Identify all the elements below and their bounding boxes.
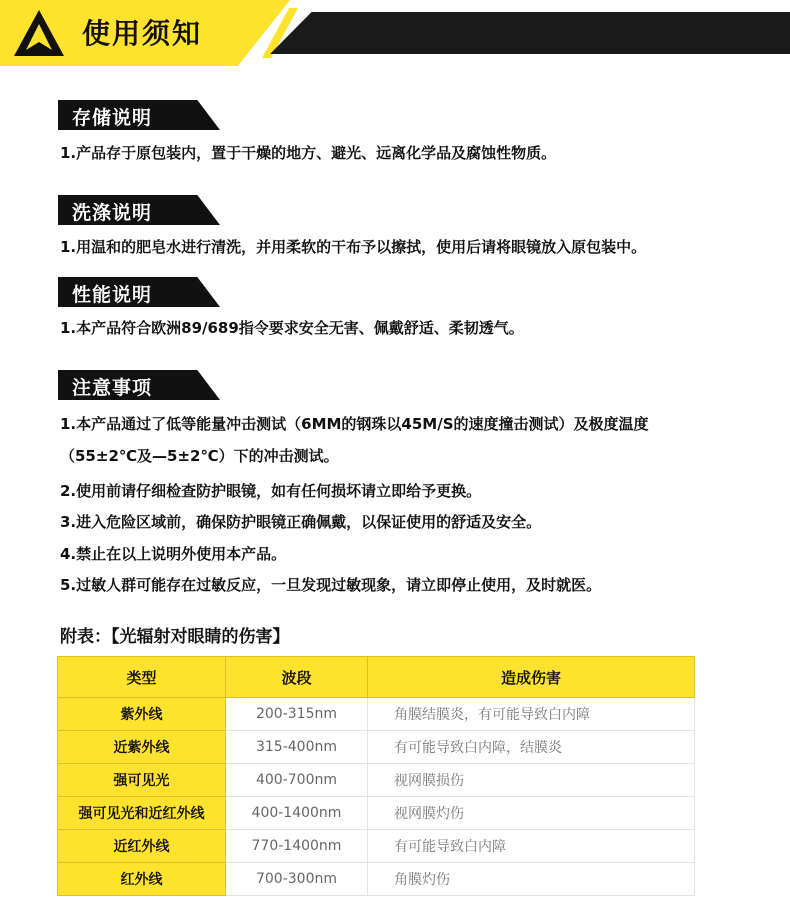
- header-band: 波段: [226, 657, 368, 698]
- cell-damage: 视网膜损伤: [368, 764, 695, 797]
- precautions-line-6: 5.过敏人群可能存在过敏反应，一旦发现过敏现象，请立即停止使用，及时就医。: [60, 576, 602, 594]
- table-row: [58, 731, 695, 764]
- cell-band: 315-400nm: [226, 731, 368, 764]
- cell-type: 近紫外线: [58, 731, 226, 764]
- section-tag-precautions: [58, 370, 220, 400]
- washing-line-1: 1.用温和的肥皂水进行清洗，并用柔软的干布予以擦拭，使用后请将眼镜放入原包装中。: [60, 238, 647, 256]
- storage-line-1: 1.产品存于原包装内，置于干燥的地方、避光、远离化学品及腐蚀性物质。: [60, 144, 557, 162]
- header-banner: [0, 0, 790, 66]
- section-tag-label: 注意事项: [72, 377, 153, 399]
- cell-band: 200-315nm: [226, 698, 368, 731]
- cell-type: 近红外线: [58, 830, 226, 863]
- table-row: [58, 797, 695, 830]
- cell-band: 770-1400nm: [226, 830, 368, 863]
- precautions-line-1: 1.本产品通过了低等能量冲击测试（6MM的钢珠以45M/S的速度撞击测试）及极度温度: [60, 415, 649, 433]
- precautions-line-3: 2.使用前请仔细检查防护眼镜，如有任何损坏请立即给予更换。: [60, 482, 482, 500]
- cell-type: 强可见光: [58, 764, 226, 797]
- section-tag-washing: [58, 195, 220, 225]
- precautions-line-2: （55±2℃及—5±2℃）下的冲击测试。: [60, 447, 339, 465]
- precautions-line-4: 3.进入危险区域前，确保防护眼镜正确佩戴，以保证使用的舒适及安全。: [60, 513, 542, 531]
- section-tag-storage: [58, 100, 220, 130]
- table-row: [58, 764, 695, 797]
- cell-damage: 视网膜灼伤: [368, 797, 695, 830]
- cell-damage: 有可能导致白内障，结膜炎: [368, 731, 695, 764]
- table-row: [58, 830, 695, 863]
- section-tag-label: 洗涤说明: [72, 202, 153, 224]
- cell-type: 红外线: [58, 863, 226, 896]
- page-title: 使用须知: [82, 17, 203, 50]
- table-header-row: [58, 657, 695, 698]
- table-row: [58, 698, 695, 731]
- header-type: 类型: [58, 657, 226, 698]
- section-tag-performance: [58, 277, 220, 307]
- radiation-damage-table: [57, 656, 695, 896]
- warning-triangle-icon: [12, 8, 66, 58]
- table-row: [58, 863, 695, 896]
- cell-damage: 有可能导致白内障: [368, 830, 695, 863]
- cell-band: 400-1400nm: [226, 797, 368, 830]
- section-tag-label: 性能说明: [72, 284, 153, 306]
- performance-line-1: 1.本产品符合欧洲89/689指令要求安全无害、佩戴舒适、柔韧透气。: [60, 319, 524, 337]
- cell-type: 紫外线: [58, 698, 226, 731]
- header-damage: 造成伤害: [368, 657, 695, 698]
- precautions-line-5: 4.禁止在以上说明外使用本产品。: [60, 545, 287, 563]
- cell-damage: 角膜结膜炎，有可能导致白内障: [368, 698, 695, 731]
- table-title: 附表：【光辐射对眼睛的伤害】: [60, 627, 290, 647]
- cell-damage: 角膜灼伤: [368, 863, 695, 896]
- cell-band: 400-700nm: [226, 764, 368, 797]
- cell-type: 强可见光和近红外线: [58, 797, 226, 830]
- cell-band: 700-300nm: [226, 863, 368, 896]
- banner-black-band: [270, 12, 790, 54]
- section-tag-label: 存储说明: [72, 107, 153, 129]
